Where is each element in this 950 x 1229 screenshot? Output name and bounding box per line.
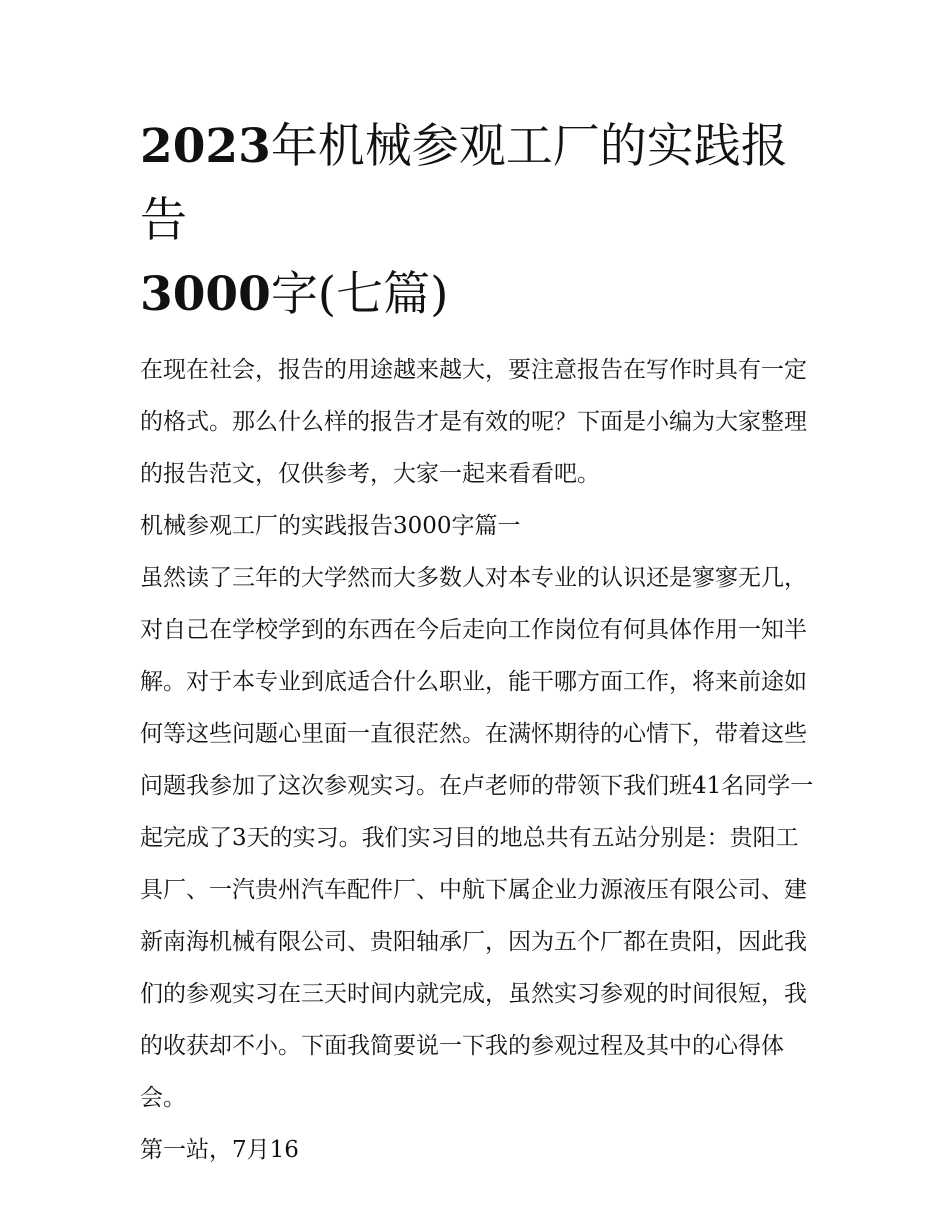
section-heading: 机械参观工厂的实践报告3000字篇一 bbox=[140, 513, 521, 539]
title-count: 3000 bbox=[140, 267, 271, 322]
title-text: 年机械参观工厂的实践报告 bbox=[140, 119, 788, 248]
document-page bbox=[140, 110, 820, 1176]
document-body bbox=[140, 344, 820, 1176]
section-paragraph: 虽然读了三年的大学然而大多数人对本专业的认识还是寥寥无几，对自己在学校学到的东西在今后走向工作岗位有何具体作用一知半解。对于本专业到底适合什么职业，能干哪方面工作，将来前途如何等这些问题心里面一直很茫然。在满怀期待的心情下，带着这些问题我参加了这次参观实习。在卢老师的带领下我们班41名同学一起完成了3天的实习。我们实习目的地总共有五站分别是：贵阳工具厂、一汽贵州汽车配件厂、中航下属企业力源液压有限公司、建新南海机械有限公司、贵阳轴承厂，因为五个厂都在贵阳，因此我们的参观实习在三天时间内就完成，虽然实习参观的时间很短，我的收获却不小。下面我简要说一下我的参观过程及其中的心得体会。 bbox=[140, 565, 814, 1111]
intro-paragraph: 在现在社会，报告的用途越来越大，要注意报告在写作时具有一定的格式。那么什么样的报告才是有效的呢？下面是小编为大家整理的报告范文，仅供参考，大家一起来看看吧。 bbox=[140, 357, 807, 487]
title-suffix: 字(七篇) bbox=[270, 267, 449, 322]
next-section-start: 第一站，7月16 bbox=[140, 1137, 299, 1163]
document-title bbox=[140, 110, 820, 332]
title-year: 2023 bbox=[140, 119, 271, 174]
